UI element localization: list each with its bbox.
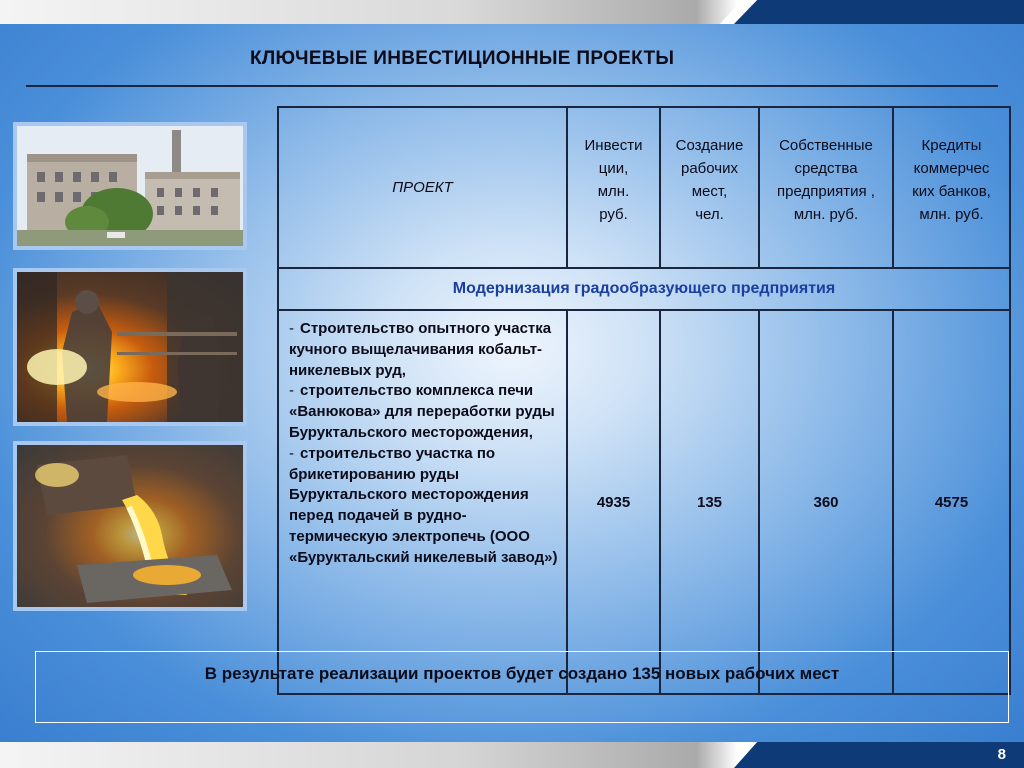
- molten-metal-pour-photo: [13, 441, 247, 611]
- furnace-workers-image: [17, 272, 243, 422]
- project-item-2: - строительство комплекса печи «Ванюкова» для переработки руды Буруктальского месторождения,: [289, 382, 555, 441]
- section-title: Модернизация градообразующего предприятия: [278, 268, 1010, 310]
- bottom-blue-band: [734, 742, 1024, 768]
- cell-own-funds: 360: [759, 310, 893, 694]
- result-summary-text: В результате реализации проектов будет создано 135 новых рабочих мест: [204, 664, 840, 683]
- header-bank-loans: Кредиты коммерчес ких банков, млн. руб.: [893, 107, 1010, 268]
- factory-building-image: [17, 126, 243, 246]
- table-header-row: [278, 107, 1010, 268]
- table-row: [278, 310, 1010, 694]
- result-summary-box: [35, 651, 1009, 723]
- factory-building-photo: [13, 122, 247, 250]
- top-blue-band: [734, 0, 1024, 24]
- header-jobs: Создание рабочих мест, чел.: [660, 107, 759, 268]
- project-item-1: - Строительство опытного участка кучного выщелачивания кобальт-никелевых руд,: [289, 320, 552, 379]
- molten-metal-pour-image: [17, 445, 243, 607]
- title-underline: [26, 85, 998, 87]
- cell-jobs: 135: [660, 310, 759, 694]
- cell-bank-loans: 4575: [893, 310, 1010, 694]
- cell-investments: 4935: [567, 310, 660, 694]
- project-description: [278, 310, 567, 694]
- investment-projects-table: [277, 106, 1011, 695]
- header-investments: Инвести ции, млн. руб.: [567, 107, 660, 268]
- furnace-workers-photo: [13, 268, 247, 426]
- project-item-3: - строительство участка по брикетированию руды Буруктальского месторождения перед подачей в рудно-термическую электропечь (ООО «Буруктальский никелевый завод»): [289, 444, 558, 566]
- header-project: ПРОЕКТ: [278, 107, 567, 268]
- header-own-funds: Собственные средства предприятия , млн. руб.: [759, 107, 893, 268]
- page-number: 8: [997, 746, 1006, 763]
- table-section-row: [278, 268, 1010, 310]
- slide-title: КЛЮЧЕВЫЕ ИНВЕСТИЦИОННЫЕ ПРОЕКТЫ: [250, 48, 675, 69]
